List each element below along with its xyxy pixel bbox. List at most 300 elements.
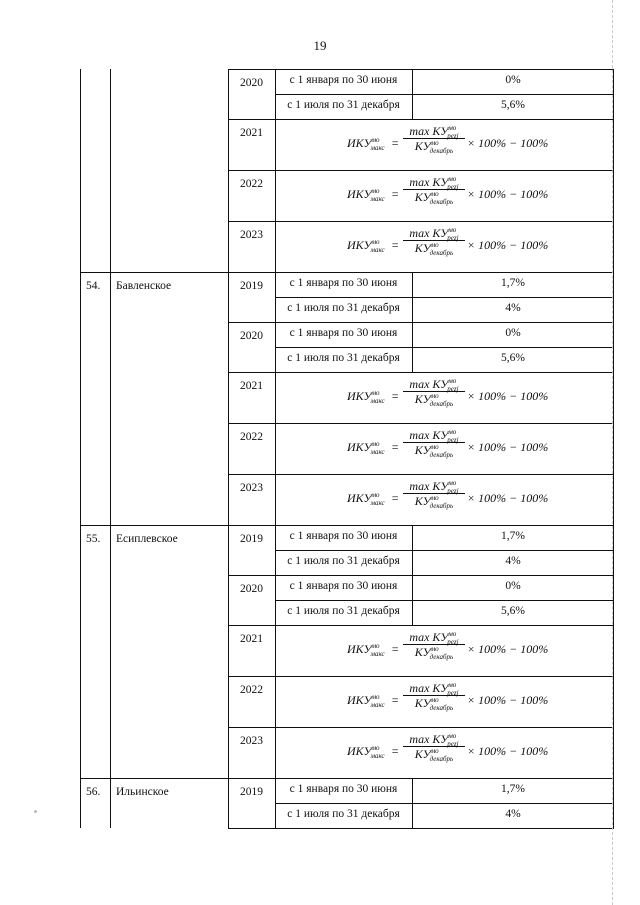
settlement-name: Есиплевское bbox=[116, 533, 178, 545]
period-cell bbox=[275, 94, 412, 119]
formula-lhs-sup: мо bbox=[371, 187, 380, 195]
year-cell bbox=[228, 625, 275, 676]
formula-den-text: КУ bbox=[414, 139, 431, 153]
row-number: 54. bbox=[86, 280, 101, 292]
formula-num-text: max КУ bbox=[409, 175, 449, 189]
formula-fraction bbox=[403, 630, 465, 661]
formula-denominator bbox=[403, 190, 465, 206]
formula-lhs-sup: мо bbox=[371, 238, 380, 246]
formula-num-text: max КУ bbox=[409, 428, 449, 442]
table-row bbox=[80, 575, 614, 600]
formula-den-text: КУ bbox=[414, 190, 431, 204]
formula-lhs-text: ИКУ bbox=[347, 491, 372, 505]
year-value: 2020 bbox=[240, 583, 263, 595]
period-text: с 1 июля по 31 декабря bbox=[287, 808, 400, 820]
formula-fraction bbox=[403, 175, 465, 206]
formula-equals: = bbox=[391, 187, 400, 201]
formula-lhs-sub: макс bbox=[370, 397, 385, 405]
formula-lhs-sub: макс bbox=[370, 752, 385, 760]
formula-den-sub: декабрь bbox=[429, 653, 454, 661]
table-row bbox=[80, 474, 614, 525]
row-border bbox=[228, 676, 614, 677]
settlement-name: Ильинское bbox=[116, 786, 169, 798]
rate-cell bbox=[412, 69, 614, 94]
rate-value: 5,6% bbox=[501, 605, 525, 617]
formula-lhs-sub: макс bbox=[370, 195, 385, 203]
rate-cell bbox=[412, 778, 614, 803]
formula-den-sub: декабрь bbox=[429, 198, 454, 206]
period-cell bbox=[275, 272, 412, 297]
formula-lhs bbox=[347, 491, 385, 507]
row-border bbox=[228, 69, 614, 70]
formula-num-sup: мо bbox=[448, 630, 457, 638]
formula-lhs-sup: мо bbox=[371, 491, 380, 499]
row-number: 56. bbox=[86, 786, 101, 798]
year-cell bbox=[228, 575, 275, 600]
table-row bbox=[80, 727, 614, 778]
rate-value: 5,6% bbox=[501, 352, 525, 364]
row-number-cell bbox=[80, 347, 110, 372]
formula-tail: × 100% − 100% bbox=[467, 744, 549, 758]
settlement-cell bbox=[110, 803, 228, 828]
rate-cell bbox=[412, 272, 614, 297]
year-value: 2022 bbox=[240, 178, 263, 190]
rate-cell bbox=[412, 600, 614, 625]
formula-num-text: max КУ bbox=[409, 479, 449, 493]
formula-num-sup: мо bbox=[448, 479, 457, 487]
formula-cell bbox=[275, 727, 614, 778]
rate-cell bbox=[412, 575, 614, 600]
formula-tail: × 100% − 100% bbox=[467, 491, 549, 505]
formula-equals: = bbox=[391, 440, 400, 454]
period-text: с 1 июля по 31 декабря bbox=[287, 302, 400, 314]
formula-numerator bbox=[403, 226, 465, 242]
row-number-cell bbox=[80, 803, 110, 828]
year-cell bbox=[228, 727, 275, 778]
period-cell bbox=[275, 525, 412, 550]
row-border bbox=[228, 727, 614, 728]
year-value: 2019 bbox=[240, 786, 263, 798]
formula-num-sub: реzj bbox=[447, 740, 459, 748]
table-row bbox=[80, 600, 614, 625]
year-value: 2021 bbox=[240, 633, 263, 645]
settlement-cell bbox=[110, 525, 228, 550]
settlement-cell bbox=[110, 676, 228, 727]
formula-den-sub: декабрь bbox=[429, 147, 454, 155]
formula-num-sub: реzj bbox=[447, 638, 459, 646]
formula-fraction bbox=[403, 226, 465, 257]
period-cell bbox=[275, 347, 412, 372]
formula-den-text: КУ bbox=[414, 747, 431, 761]
year-cell bbox=[228, 423, 275, 474]
formula-den-sub: декабрь bbox=[429, 704, 454, 712]
year-cell bbox=[228, 550, 275, 575]
year-cell bbox=[228, 372, 275, 423]
formula-den-sup: мо bbox=[430, 139, 439, 147]
row-border bbox=[275, 803, 614, 804]
year-cell bbox=[228, 474, 275, 525]
formula-den-sup: мо bbox=[430, 645, 439, 653]
table-bottom-border bbox=[228, 828, 614, 829]
formula-denominator bbox=[403, 494, 465, 510]
table-row bbox=[80, 423, 614, 474]
year-value: 2021 bbox=[240, 380, 263, 392]
rate-cell bbox=[412, 347, 614, 372]
period-text: с 1 июля по 31 декабря bbox=[287, 352, 400, 364]
year-value: 2022 bbox=[240, 431, 263, 443]
settlement-cell bbox=[110, 170, 228, 221]
settlement-cell bbox=[110, 575, 228, 600]
year-cell bbox=[228, 119, 275, 170]
row-border bbox=[228, 625, 614, 626]
table-row bbox=[80, 69, 614, 94]
year-cell bbox=[228, 69, 275, 94]
formula-tail: × 100% − 100% bbox=[467, 187, 549, 201]
formula-cell bbox=[275, 119, 614, 170]
settlement-name: Бавленское bbox=[116, 280, 172, 292]
row-border bbox=[275, 347, 614, 348]
formula-equals: = bbox=[391, 693, 400, 707]
name-column-divider bbox=[228, 69, 229, 828]
formula-lhs-sup: мо bbox=[371, 440, 380, 448]
formula-fraction bbox=[403, 479, 465, 510]
period-text: с 1 января по 30 июня bbox=[289, 783, 398, 795]
formula-numerator bbox=[403, 428, 465, 444]
year-value: 2020 bbox=[240, 330, 263, 342]
row-number-cell bbox=[80, 778, 110, 803]
row-border bbox=[275, 550, 614, 551]
table-row bbox=[80, 119, 614, 170]
year-cell bbox=[228, 600, 275, 625]
formula-cell bbox=[275, 170, 614, 221]
settlement-cell bbox=[110, 423, 228, 474]
year-value: 2021 bbox=[240, 127, 263, 139]
row-border bbox=[228, 119, 614, 120]
period-cell bbox=[275, 575, 412, 600]
period-cell bbox=[275, 297, 412, 322]
row-number-cell bbox=[80, 322, 110, 347]
settlement-cell bbox=[110, 221, 228, 272]
formula-lhs-text: ИКУ bbox=[347, 238, 372, 252]
formula-fraction bbox=[403, 377, 465, 408]
settlement-cell bbox=[110, 94, 228, 119]
year-value: 2023 bbox=[240, 229, 263, 241]
year-value: 2023 bbox=[240, 735, 263, 747]
year-value: 2022 bbox=[240, 684, 263, 696]
row-number-cell bbox=[80, 170, 110, 221]
formula-lhs bbox=[347, 187, 385, 203]
formula-num-sub: реzj bbox=[447, 132, 459, 140]
formula-equals: = bbox=[391, 136, 400, 150]
row-number-cell bbox=[80, 575, 110, 600]
formula-num-text: max КУ bbox=[409, 124, 449, 138]
rate-cell bbox=[412, 297, 614, 322]
formula-lhs-sup: мо bbox=[371, 642, 380, 650]
year-cell bbox=[228, 676, 275, 727]
formula-num-text: max КУ bbox=[409, 377, 449, 391]
formula-num-sup: мо bbox=[448, 681, 457, 689]
formula-fraction bbox=[403, 428, 465, 459]
formula-num-text: max КУ bbox=[409, 732, 449, 746]
row-border bbox=[228, 372, 614, 373]
formula-lhs-text: ИКУ bbox=[347, 440, 372, 454]
formula-lhs-sup: мо bbox=[371, 744, 380, 752]
formula-num-sub: реzj bbox=[447, 487, 459, 495]
formula-num-text: max КУ bbox=[409, 226, 449, 240]
rate-value: 0% bbox=[505, 580, 521, 592]
formula-cell bbox=[275, 372, 614, 423]
rate-cell bbox=[412, 525, 614, 550]
table-row bbox=[80, 221, 614, 272]
year-cell bbox=[228, 272, 275, 297]
number-column-divider bbox=[110, 69, 111, 828]
table-row bbox=[80, 550, 614, 575]
formula-den-text: КУ bbox=[414, 494, 431, 508]
formula-lhs bbox=[347, 693, 385, 709]
formula-equals: = bbox=[391, 744, 400, 758]
row-number-cell bbox=[80, 94, 110, 119]
formula-cell bbox=[275, 221, 614, 272]
formula-tail: × 100% − 100% bbox=[467, 642, 549, 656]
row-number-cell bbox=[80, 297, 110, 322]
scan-speck bbox=[34, 810, 37, 813]
row-number-cell bbox=[80, 625, 110, 676]
row-number-cell bbox=[80, 272, 110, 297]
period-cell bbox=[275, 322, 412, 347]
formula-lhs-text: ИКУ bbox=[347, 744, 372, 758]
formula-num-text: max КУ bbox=[409, 630, 449, 644]
year-cell bbox=[228, 221, 275, 272]
period-text: с 1 января по 30 июня bbox=[289, 277, 398, 289]
formula-denominator bbox=[403, 241, 465, 257]
formula-lhs-sub: макс bbox=[370, 246, 385, 254]
formula-tail: × 100% − 100% bbox=[467, 136, 549, 150]
formula-num-sup: мо bbox=[448, 732, 457, 740]
formula-numerator bbox=[403, 681, 465, 697]
rate-cell bbox=[412, 322, 614, 347]
rate-cell bbox=[412, 803, 614, 828]
formula-den-sub: декабрь bbox=[429, 502, 454, 510]
row-border bbox=[228, 322, 614, 323]
row-number-cell bbox=[80, 221, 110, 272]
formula-den-sub: декабрь bbox=[429, 249, 454, 257]
settlement-cell bbox=[110, 600, 228, 625]
formula-fraction bbox=[403, 681, 465, 712]
year-value: 2020 bbox=[240, 77, 263, 89]
settlement-cell bbox=[110, 778, 228, 803]
formula-equals: = bbox=[391, 491, 400, 505]
rate-value: 4% bbox=[505, 808, 521, 820]
settlement-cell bbox=[110, 625, 228, 676]
formula-cell bbox=[275, 625, 614, 676]
settlement-cell bbox=[110, 727, 228, 778]
formula-tail: × 100% − 100% bbox=[467, 238, 549, 252]
rate-value: 1,7% bbox=[501, 783, 525, 795]
period-cell bbox=[275, 600, 412, 625]
row-number-cell bbox=[80, 423, 110, 474]
period-cell bbox=[275, 803, 412, 828]
formula-den-sub: декабрь bbox=[429, 400, 454, 408]
formula-equals: = bbox=[391, 238, 400, 252]
row-number-cell bbox=[80, 525, 110, 550]
formula-num-sup: мо bbox=[448, 428, 457, 436]
formula-numerator bbox=[403, 479, 465, 495]
formula-fraction bbox=[403, 732, 465, 763]
formula-numerator bbox=[403, 630, 465, 646]
page-edge-line bbox=[612, 0, 614, 905]
formula-den-sup: мо bbox=[430, 241, 439, 249]
formula-den-text: КУ bbox=[414, 696, 431, 710]
row-number-cell bbox=[80, 69, 110, 94]
year-value: 2019 bbox=[240, 280, 263, 292]
formula-num-sub: реzj bbox=[447, 689, 459, 697]
formula-denominator bbox=[403, 747, 465, 763]
page-number: 19 bbox=[313, 38, 327, 53]
table-row bbox=[80, 625, 614, 676]
rate-value: 4% bbox=[505, 302, 521, 314]
formula-num-sub: реzj bbox=[447, 385, 459, 393]
row-number-cell bbox=[80, 727, 110, 778]
table-row bbox=[80, 170, 614, 221]
table-row bbox=[80, 347, 614, 372]
rate-cell bbox=[412, 94, 614, 119]
formula-lhs bbox=[347, 642, 385, 658]
formula-denominator bbox=[403, 392, 465, 408]
table-row bbox=[80, 322, 614, 347]
row-border bbox=[228, 221, 614, 222]
row-border bbox=[228, 474, 614, 475]
formula-lhs-sub: макс bbox=[370, 701, 385, 709]
formula-num-sup: мо bbox=[448, 124, 457, 132]
formula-den-sup: мо bbox=[430, 696, 439, 704]
rate-value: 4% bbox=[505, 555, 521, 567]
formula-denominator bbox=[403, 696, 465, 712]
formula-num-sub: реzj bbox=[447, 436, 459, 444]
formula-lhs-sub: макс bbox=[370, 448, 385, 456]
formula-lhs bbox=[347, 136, 385, 152]
year-cell bbox=[228, 170, 275, 221]
formula-lhs-sub: макс bbox=[370, 499, 385, 507]
row-number: 55. bbox=[86, 533, 101, 545]
formula-den-sup: мо bbox=[430, 392, 439, 400]
formula-denominator bbox=[403, 443, 465, 459]
year-cell bbox=[228, 525, 275, 550]
row-number-cell bbox=[80, 119, 110, 170]
formula-den-sub: декабрь bbox=[429, 451, 454, 459]
year-cell bbox=[228, 347, 275, 372]
formula-cell bbox=[275, 423, 614, 474]
table-row bbox=[80, 372, 614, 423]
formula-equals: = bbox=[391, 642, 400, 656]
formula-denominator bbox=[403, 139, 465, 155]
formula-lhs-sub: макс bbox=[370, 144, 385, 152]
period-text: с 1 июля по 31 декабря bbox=[287, 555, 400, 567]
formula-lhs-sup: мо bbox=[371, 389, 380, 397]
formula-cell bbox=[275, 474, 614, 525]
formula-lhs-sup: мо bbox=[371, 136, 380, 144]
settlement-cell bbox=[110, 119, 228, 170]
row-number-cell bbox=[80, 676, 110, 727]
row-number-cell bbox=[80, 550, 110, 575]
settlement-cell bbox=[110, 322, 228, 347]
year-cell bbox=[228, 803, 275, 828]
table-left-border bbox=[80, 69, 81, 828]
row-border bbox=[275, 600, 614, 601]
table-row bbox=[80, 272, 614, 297]
rate-value: 0% bbox=[505, 327, 521, 339]
formula-lhs-text: ИКУ bbox=[347, 642, 372, 656]
year-cell bbox=[228, 297, 275, 322]
period-cell bbox=[275, 778, 412, 803]
formula-tail: × 100% − 100% bbox=[467, 389, 549, 403]
period-text: с 1 января по 30 июня bbox=[289, 327, 398, 339]
formula-den-text: КУ bbox=[414, 443, 431, 457]
year-cell bbox=[228, 778, 275, 803]
formula-numerator bbox=[403, 377, 465, 393]
row-number-cell bbox=[80, 600, 110, 625]
row-number-cell bbox=[80, 372, 110, 423]
period-text: с 1 января по 30 июня bbox=[289, 74, 398, 86]
row-border bbox=[228, 423, 614, 424]
settlement-cell bbox=[110, 550, 228, 575]
table-row bbox=[80, 676, 614, 727]
formula-den-sub: декабрь bbox=[429, 755, 454, 763]
settlement-cell bbox=[110, 297, 228, 322]
formula-den-sup: мо bbox=[430, 443, 439, 451]
formula-lhs-sub: макс bbox=[370, 650, 385, 658]
row-number-cell bbox=[80, 474, 110, 525]
formula-tail: × 100% − 100% bbox=[467, 440, 549, 454]
formula-numerator bbox=[403, 124, 465, 140]
formula-den-text: КУ bbox=[414, 645, 431, 659]
group-border bbox=[80, 272, 614, 273]
rate-value: 1,7% bbox=[501, 530, 525, 542]
formula-lhs-text: ИКУ bbox=[347, 187, 372, 201]
table-row bbox=[80, 778, 614, 803]
formula-equals: = bbox=[391, 389, 400, 403]
settlement-cell bbox=[110, 272, 228, 297]
table-row bbox=[80, 803, 614, 828]
formula-lhs-text: ИКУ bbox=[347, 389, 372, 403]
formula-lhs-text: ИКУ bbox=[347, 693, 372, 707]
formula-tail: × 100% − 100% bbox=[467, 693, 549, 707]
formula-fraction bbox=[403, 124, 465, 155]
formula-lhs-text: ИКУ bbox=[347, 136, 372, 150]
formula-den-text: КУ bbox=[414, 241, 431, 255]
rate-value: 5,6% bbox=[501, 99, 525, 111]
formula-num-sub: реzj bbox=[447, 183, 459, 191]
row-border bbox=[228, 575, 614, 576]
row-border bbox=[228, 170, 614, 171]
row-border bbox=[275, 94, 614, 95]
formula-lhs-sup: мо bbox=[371, 693, 380, 701]
period-cell bbox=[275, 550, 412, 575]
group-border bbox=[80, 525, 614, 526]
formula-den-text: КУ bbox=[414, 392, 431, 406]
year-cell bbox=[228, 322, 275, 347]
period-text: с 1 января по 30 июня bbox=[289, 580, 398, 592]
formula-lhs bbox=[347, 744, 385, 760]
period-text: с 1 января по 30 июня bbox=[289, 530, 398, 542]
formula-den-sup: мо bbox=[430, 747, 439, 755]
formula-numerator bbox=[403, 175, 465, 191]
settlement-cell bbox=[110, 69, 228, 94]
year-value: 2019 bbox=[240, 533, 263, 545]
formula-lhs bbox=[347, 389, 385, 405]
row-border bbox=[275, 297, 614, 298]
year-column-divider bbox=[275, 69, 276, 828]
formula-cell bbox=[275, 676, 614, 727]
